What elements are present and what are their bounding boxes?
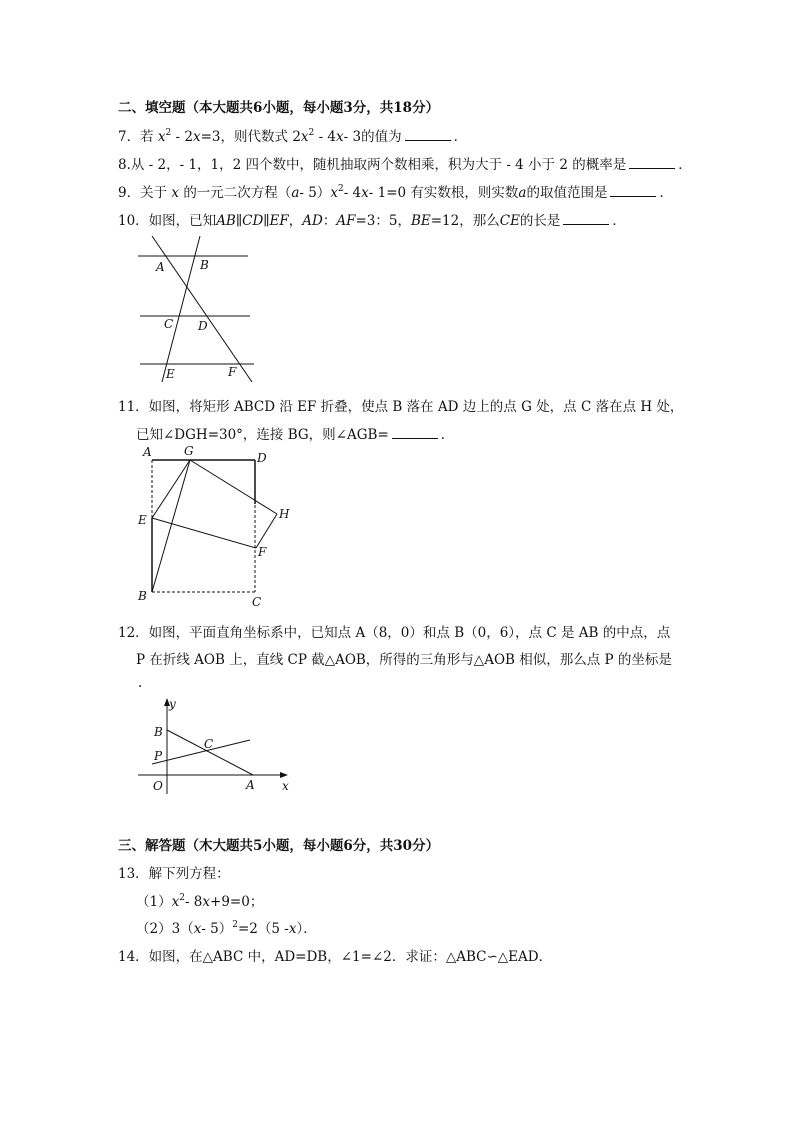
question-12-line-2: P 在折线 AOB 上，直线 CP 截△AOB，所得的三角形与△AOB 相似，那么点 P 的坐标是 [136,652,672,668]
label-A: A [156,260,165,274]
figure-q11 [130,442,300,616]
label-B: B [138,589,147,603]
label-C: C [252,595,262,609]
label-O: O [153,779,163,793]
label-C: C [204,737,214,751]
label-E: E [138,513,147,527]
question-8: 8.从 - 2，- 1，1，2 四个数中，随机抽取两个数相乘，积为大于 - 4 小于 2 的概率是 ． [118,157,692,173]
label-A: A [246,778,255,792]
label-F: F [258,545,267,559]
answer-blank [629,156,675,169]
figure-q10 [130,232,260,388]
section-2-title: 二、填空题（本大题共6小题，每小题3分，共18分） [118,100,440,116]
label-D: D [198,319,208,333]
answer-blank [405,128,451,141]
label-F: F [228,365,237,379]
question-13-part-2: （2）3（x- 5）$^2$=2（5 -x）． [136,920,317,937]
label-P: P [154,749,163,763]
question-11-line-1: 11．如图，将矩形 ABCD 沿 EF 折叠，使点 B 落在 AD 边上的点 G 处，点 C 落在点 H 处， [118,399,684,415]
question-11-line-2: 已知∠DGH=30°，连接 BG，则∠AGB= ． [136,427,455,443]
label-D: D [257,451,267,465]
question-7: 7．若 $x^2 - 2x=3$，则代数式 $2x^2 - 4x-$ 3的值为 ． [118,128,468,145]
label-B: B [154,725,163,739]
label-A: A [143,445,152,459]
answer-blank [392,426,438,439]
label-G: G [184,444,194,458]
question-10: 10．如图，已知AB∥CD∥EF，AD：AF=3：5，BE=12，那么CE的长是 ． [118,213,626,229]
answer-blank [610,184,656,197]
label-H: H [279,507,290,521]
label-B: B [200,258,209,272]
question-13-part-1: $(1)x^2-$ 8x+9=0； [136,893,264,910]
question-12-line-1: 12．如图，平面直角坐标系中，已知点 A（8，0）和点 B（0，6），点 C 是 AB 的中点，点 [118,625,671,641]
answer-blank [563,212,609,225]
label-y: y [169,697,176,711]
question-9: 9．关于 x 的一元二次方程（a- $5)x^2-$ 4x- 1=0 有实数根，则实数a的取值范围是 ． [118,184,673,201]
label-E: E [166,367,175,381]
question-14: 14．如图，在△ABC 中，AD=DB，∠1=∠2．求证：△ABC∽△EAD． [118,949,553,965]
label-C: C [164,317,174,331]
question-13: 13．解下列方程： [118,866,230,882]
section-3-title: 三、解答题（木大题共5小题，每小题6分，共30分） [118,838,440,854]
question-12-line-3: . [138,675,143,691]
figure-q12 [130,694,300,802]
label-x: x [282,779,289,793]
